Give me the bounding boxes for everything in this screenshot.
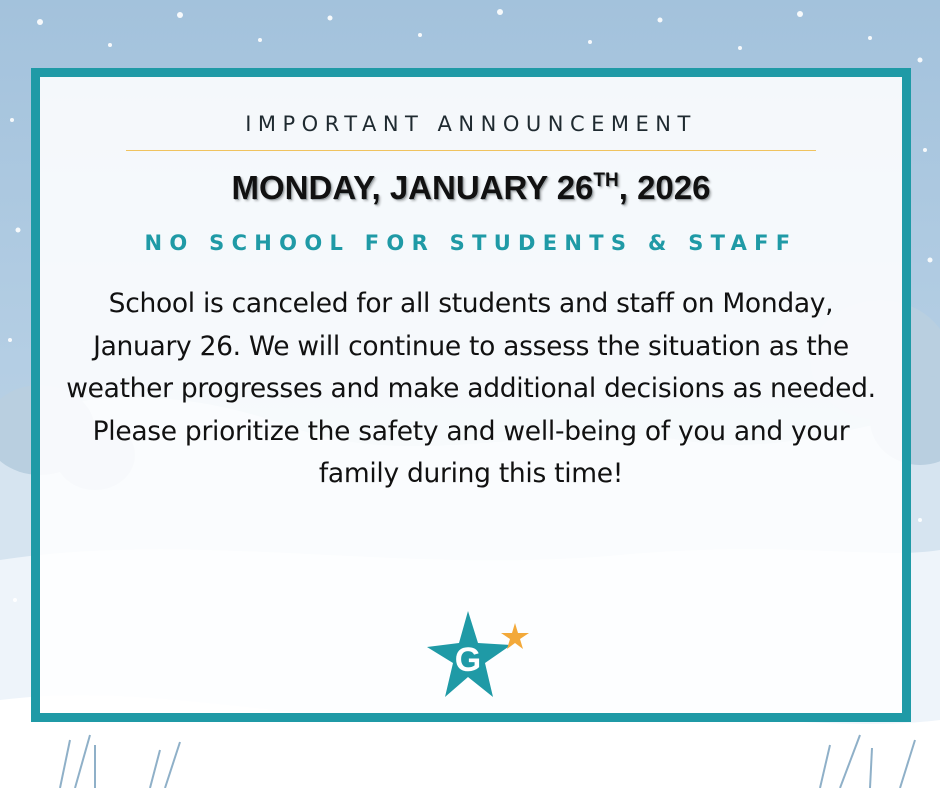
announcement-body: School is canceled for all students and staff on Monday, January 26. We will continue to assess the situation as the weather progresses and make additional decisions as needed. Please prioritize the safety and well-being of you and your family during this time!: [66, 288, 876, 489]
school-star-logo: [423, 605, 533, 705]
announcement-subhead: NO SCHOOL FOR STUDENTS & STAFF: [144, 231, 798, 255]
logo-letter: G: [454, 641, 482, 679]
gold-divider: [126, 150, 816, 151]
date-tail: , 2026: [618, 169, 711, 206]
announcement-card: [31, 68, 911, 722]
date-main: MONDAY, JANUARY 26: [231, 169, 594, 206]
announcement-date: [40, 169, 902, 207]
announcement-kicker: IMPORTANT ANNOUNCEMENT: [245, 112, 697, 136]
date-ordinal: TH: [593, 170, 619, 191]
